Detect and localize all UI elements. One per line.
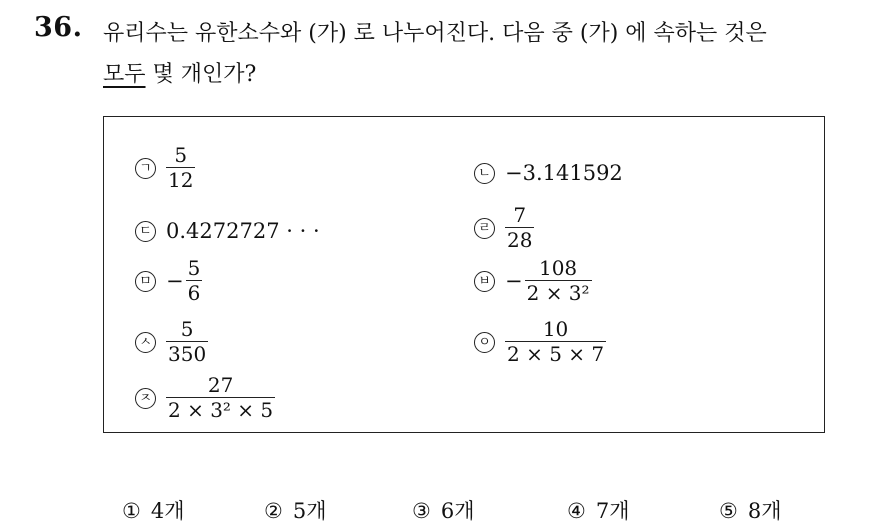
- item-giyeok: [135, 144, 195, 192]
- choice-5[interactable]: ⑤ 8개: [719, 499, 782, 523]
- item-marker: ㅇ: [474, 332, 495, 353]
- item-mieum: [135, 257, 202, 305]
- item-marker: ㅅ: [135, 332, 156, 353]
- item-marker: ㄱ: [135, 158, 156, 179]
- item-marker: ㄹ: [474, 218, 495, 239]
- fraction: $\frac{7}{28}$: [507, 203, 533, 252]
- choice-2[interactable]: ② 5개: [264, 499, 327, 523]
- options-box: [103, 116, 825, 433]
- underlined-word: 모두: [103, 62, 146, 87]
- fraction: $\frac{5}{6}$: [187, 256, 201, 305]
- question-text-line2: [103, 57, 256, 88]
- choice-3[interactable]: ③ 6개: [412, 499, 475, 523]
- item-nieun: [474, 161, 623, 185]
- fraction: $\frac{5}{12}$: [168, 143, 194, 192]
- item-marker: ㄴ: [474, 163, 495, 184]
- item-siot: [135, 318, 208, 366]
- fraction: $\frac{27}{\text{2 × 3² × 5}}$: [168, 373, 274, 422]
- minus-sign: −: [505, 269, 523, 293]
- item-value: −3.141592: [505, 161, 623, 185]
- item-value: 0.4272727 · · ·: [166, 219, 320, 243]
- fraction: $\frac{5}{350}$: [168, 317, 207, 366]
- question-number: 36.: [34, 12, 83, 43]
- minus-sign: −: [166, 269, 184, 293]
- item-bieup: [474, 257, 592, 305]
- item-marker: ㅂ: [474, 271, 495, 292]
- item-marker: ㅈ: [135, 388, 156, 409]
- item-rieul: [474, 204, 534, 252]
- fraction: $\frac{108}{\text{2 × 3²}}$: [526, 256, 590, 305]
- item-marker: ㅁ: [135, 271, 156, 292]
- item-ieung: [474, 318, 606, 366]
- question-text-line1: 유리수는 유한소수와 (가) 로 나누어진다. 다음 중 (가) 에 속하는 것은: [103, 21, 767, 46]
- item-digeut: [135, 219, 320, 243]
- item-jieut: [135, 374, 275, 422]
- choice-1[interactable]: ① 4개: [122, 499, 185, 523]
- question-text-rest: 몇 개인가?: [145, 62, 257, 87]
- item-marker: ㄷ: [135, 221, 156, 242]
- fraction: $\frac{10}{2 \times 5 \times 7}$: [507, 317, 605, 366]
- choice-4[interactable]: ④ 7개: [567, 499, 630, 523]
